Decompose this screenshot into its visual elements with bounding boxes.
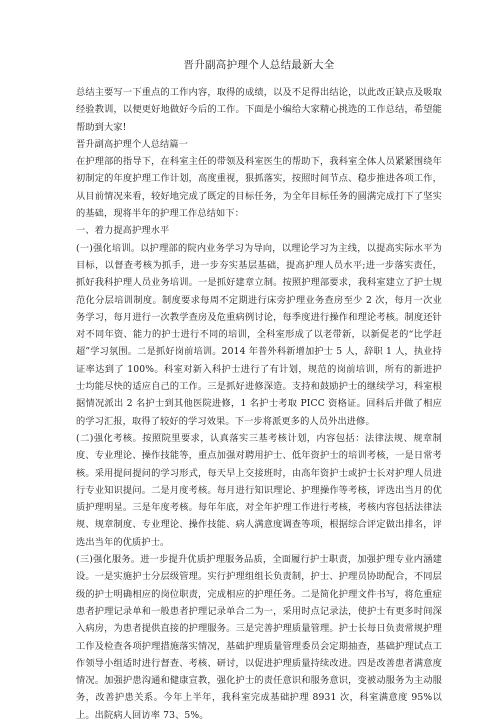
document-body bbox=[76, 84, 442, 724]
section-heading: 晋升副高护理个人总结篇一 bbox=[76, 138, 189, 150]
paragraph-overview: 在护理部的指导下，在科室主任的带领及科室医生的帮助下，我科室全体人员紧紧围绕年初制定的年度护理工作计划，高度重视，狠抓落实，按照时间节点、稳步推进各项工作，从目前情况来看，较好地完成了既定的目标任务，为全年目标任务的圆满完成打下了坚实的基础，现将半年的护理工作总结如下： bbox=[76, 156, 442, 220]
document-title: 晋升副高护理个人总结最新大全 bbox=[183, 59, 335, 71]
paragraph-assessment: (二)强化考核。按照院里要求，认真落实三基考核计划，内容包括：法律法规、规章制度、专业理论、操作技能等，重点加强对聘用护士、低年资护士的培训考核，一是日常考核。采用提问提问的学习形式，每天早上交接班时，由高年资护士或护士长对护理人员进行专业知识提问。二是月度考核。每月进行知识理论、护理操作等考核，评选出当月的优质护理明星。三是年度考核。每年年底，对全年护理工作进行考核，考核内容包括法律法规、规章制度、专业理论、操作技能、病人满意度调查等项，根据综合评定做出排名，评选出当年的优质护士。 bbox=[76, 432, 442, 548]
paragraph-service: (三)强化服务。进一步提升优质护理服务品质，全面履行护士职责，加强护理专业内涵建设。一是实施护士分层级管理。实行护理组组长负责制，护士、护理员协助配合，不同层级的护士明确相应的岗位职责，完成相应的护理任务。二是简化护理文件书写，将危重症患者护理记录单和一般患者护理记录单合二为一，采用时点记录法，使护士有更多时间深入病房，为患者提供直接的护理服务。三是完善护理质量管理。护士长每日负责常规护理工作及检查各项护理措施落实情况，基础护理质量管理委员会定期抽查，基础护理试点工作领导小组适时进行督查、考核、研讨，以促进护理质量持续改进。四是改善患者满意度情况。加强护患沟通和健康宣教，强化护士的责任意识和服务意识，变被动服务为主动服务，改善护患关系。今年上半年，我科室完成基础护理 8931 次，科室满意度 95%以上。出院病人回访率 73、5%。 bbox=[76, 554, 442, 721]
subsection-heading: 一、着力提高护理水平 bbox=[76, 225, 170, 237]
paragraph-training: (一)强化培训。以护理部的院内业务学习为导向，以理论学习为主线，以提高实际水平为目标，以督查考核为抓手，进一步夯实基层基础，提高护理人员水平;进一步落实责任，抓好我科护理人员业务培训。一是抓好建章立制。按照护理部要求，我科室建立了护士规范化分层培训制度。制度要求每周不定期进行床旁护理业务查房至少 2 次，每月一次业务学习，每月进行一次教学查房及危重病例讨论，每季度进行操作和理论考核。制度还针对不同年资、能力的护士进行不同的培训，全科室形成了以老带新，以新促老的“比学赶超”学习氛围。二是抓好岗前培训。2014 年普外科新增加护士 5 人，辞职 1 人，执业持证率达到了 100%。科室对新入科护士进行了有计划，规范的岗前培训，所有的新进护士均能尽快的适应自己的工作。三是抓好进修深造。支持和鼓励护士的继续学习，科室根据情况派出 2 名护士到其他医院进修，1 名护士考取 PICC 资格证。回科后并做了相应的学习汇报，取得了较好的学习效果。下一步将派更多的人员外出进修。 bbox=[76, 242, 442, 427]
paragraph-intro: 总结主要写一下重点的工作内容，取得的成绩，以及不足得出结论，以此改正缺点及吸取经验教训，以便更好地做好今后的工作。下面是小编给大家精心挑选的工作总结，希望能帮助到大家! bbox=[76, 87, 442, 133]
